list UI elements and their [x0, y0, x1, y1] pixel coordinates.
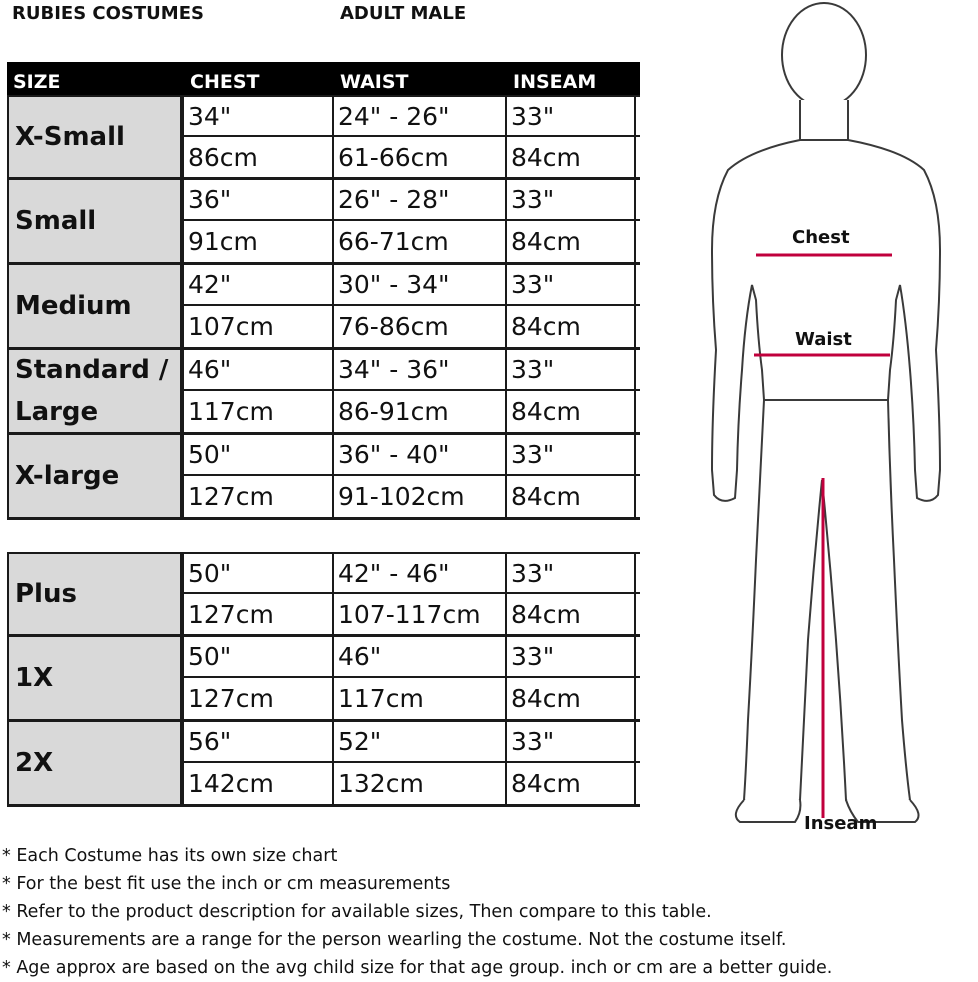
- size-name: X-large: [7, 435, 184, 517]
- plus-size-groups: [7, 552, 640, 807]
- note-item: * For the best fit use the inch or cm measurements: [2, 874, 451, 894]
- chest-cm: 91cm: [184, 221, 334, 262]
- category-title: ADULT MALE: [340, 3, 467, 24]
- body-outline: [712, 3, 940, 822]
- legs-shape: [744, 400, 910, 810]
- inch-row: [184, 180, 640, 221]
- measurements: [184, 350, 640, 432]
- inch-row: [184, 637, 640, 678]
- header-chest: CHEST: [190, 71, 260, 93]
- measurements: [184, 435, 640, 517]
- inseam-cm: 84cm: [507, 391, 636, 432]
- cm-row: [184, 137, 640, 177]
- waist-inch: 24" - 26": [334, 97, 507, 135]
- inseam-inch: 33": [507, 637, 636, 676]
- chest-inch: 42": [184, 265, 334, 304]
- inch-row: [184, 435, 640, 476]
- inseam-inch: 33": [507, 554, 636, 592]
- neck-shape: [800, 100, 848, 140]
- measurements: [184, 265, 640, 347]
- waist-cm: 86-91cm: [334, 391, 507, 432]
- waist-inch: 42" - 46": [334, 554, 507, 592]
- inseam-cm: 84cm: [507, 476, 636, 517]
- table-header: [7, 62, 640, 95]
- cm-row: [184, 763, 640, 804]
- waist-cm: 91-102cm: [334, 476, 507, 517]
- cm-row: [184, 594, 640, 634]
- chest-cm: 127cm: [184, 476, 334, 517]
- inseam-inch: 33": [507, 435, 636, 474]
- inseam-inch: 33": [507, 265, 636, 304]
- cm-row: [184, 306, 640, 347]
- waist-cm: 61-66cm: [334, 137, 507, 177]
- measurements: [184, 722, 640, 804]
- head-shape: [782, 3, 866, 107]
- size-group: [7, 552, 640, 637]
- inseam-cm: 84cm: [507, 137, 636, 177]
- size-name: Standard / Large: [7, 350, 184, 432]
- chest-inch: 50": [184, 554, 334, 592]
- waist-cm: 76-86cm: [334, 306, 507, 347]
- size-group: [7, 435, 640, 520]
- chest-inch: 56": [184, 722, 334, 761]
- plus-size-table: [7, 552, 640, 807]
- body-measurement-figure: [690, 0, 978, 850]
- size-name: X-Small: [7, 97, 184, 177]
- header-inseam: INSEAM: [513, 71, 597, 93]
- chest-inch: 46": [184, 350, 334, 389]
- chest-cm: 107cm: [184, 306, 334, 347]
- chest-cm: 117cm: [184, 391, 334, 432]
- inseam-label: Inseam: [804, 813, 878, 834]
- size-name: Plus: [7, 554, 184, 634]
- waist-label: Waist: [795, 329, 852, 350]
- left-foot-shape: [736, 800, 801, 822]
- inseam-inch: 33": [507, 350, 636, 389]
- measurements: [184, 554, 640, 634]
- header-size: SIZE: [13, 71, 61, 93]
- inseam-cm: 84cm: [507, 306, 636, 347]
- waist-cm: 117cm: [334, 678, 507, 719]
- size-group: [7, 637, 640, 722]
- measurements: [184, 97, 640, 177]
- waist-inch: 36" - 40": [334, 435, 507, 474]
- notes-list: [2, 842, 832, 982]
- inch-row: [184, 97, 640, 137]
- waist-cm: 107-117cm: [334, 594, 507, 634]
- inch-row: [184, 350, 640, 391]
- size-group: [7, 95, 640, 180]
- inch-row: [184, 265, 640, 306]
- waist-inch: 52": [334, 722, 507, 761]
- inseam-inch: 33": [507, 180, 636, 219]
- waist-inch: 26" - 28": [334, 180, 507, 219]
- chest-cm: 127cm: [184, 594, 334, 634]
- size-name: Small: [7, 180, 184, 262]
- cm-row: [184, 476, 640, 517]
- measurements: [184, 637, 640, 719]
- inseam-cm: 84cm: [507, 763, 636, 804]
- inseam-inch: 33": [507, 722, 636, 761]
- inseam-cm: 84cm: [507, 221, 636, 262]
- chest-inch: 36": [184, 180, 334, 219]
- note-item: * Age approx are based on the avg child size for that age group. inch or cm are a better guide.: [2, 958, 833, 978]
- chest-inch: 34": [184, 97, 334, 135]
- cm-row: [184, 391, 640, 432]
- measurements: [184, 180, 640, 262]
- waist-inch: 46": [334, 637, 507, 676]
- chest-label: Chest: [792, 227, 850, 248]
- chest-cm: 142cm: [184, 763, 334, 804]
- note-item: * Each Costume has its own size chart: [2, 846, 338, 866]
- cm-row: [184, 221, 640, 262]
- note-item: * Measurements are a range for the person wearling the costume. Not the costume itself.: [2, 930, 787, 950]
- size-group: [7, 350, 640, 435]
- size-name: Medium: [7, 265, 184, 347]
- size-table: [7, 62, 640, 520]
- size-groups: [7, 95, 640, 520]
- chest-inch: 50": [184, 637, 334, 676]
- size-group: [7, 722, 640, 807]
- chest-inch: 50": [184, 435, 334, 474]
- brand-title: RUBIES COSTUMES: [12, 3, 204, 24]
- inseam-cm: 84cm: [507, 678, 636, 719]
- header-waist: WAIST: [340, 71, 409, 93]
- note-item: * Refer to the product description for available sizes, Then compare to this table.: [2, 902, 712, 922]
- size-group: [7, 265, 640, 350]
- inseam-cm: 84cm: [507, 594, 636, 634]
- waist-cm: 132cm: [334, 763, 507, 804]
- chest-cm: 127cm: [184, 678, 334, 719]
- size-name: 1X: [7, 637, 184, 719]
- chest-cm: 86cm: [184, 137, 334, 177]
- waist-inch: 30" - 34": [334, 265, 507, 304]
- inch-row: [184, 554, 640, 594]
- size-group: [7, 180, 640, 265]
- cm-row: [184, 678, 640, 719]
- inch-row: [184, 722, 640, 763]
- inseam-inch: 33": [507, 97, 636, 135]
- waist-cm: 66-71cm: [334, 221, 507, 262]
- size-name: 2X: [7, 722, 184, 804]
- waist-inch: 34" - 36": [334, 350, 507, 389]
